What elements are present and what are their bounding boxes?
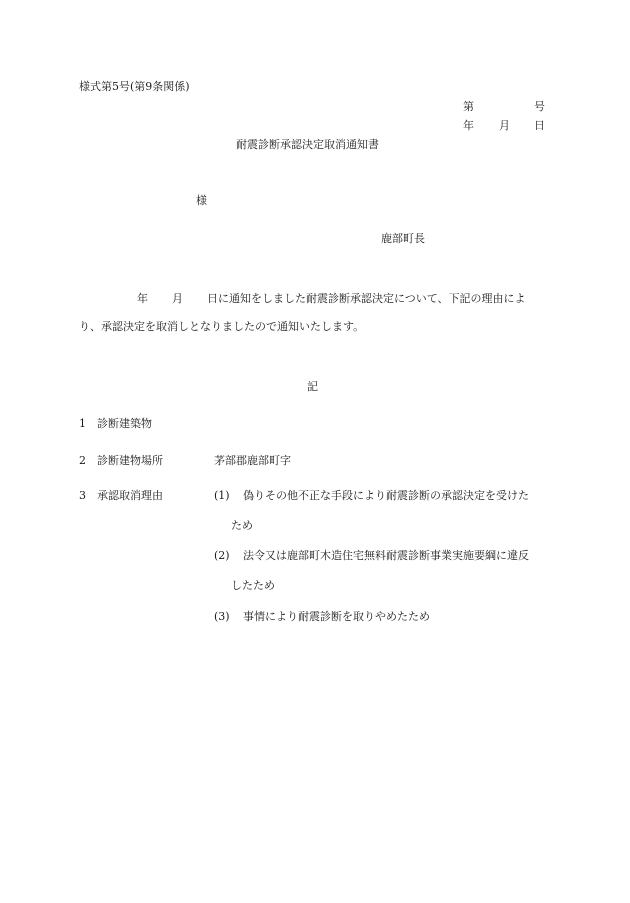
ki-heading: 記 xyxy=(307,380,318,393)
reason-line: 法令又は鹿部町木造住宅無料耐震診断事業実施要綱に違反 xyxy=(243,549,529,562)
addressee-suffix: 様 xyxy=(196,194,207,207)
doc-number-prefix: 第 xyxy=(463,100,474,113)
document-title: 耐震診断承認決定取消通知書 xyxy=(236,138,379,151)
item-number: 2 xyxy=(79,454,86,467)
reason-line-continued: したため xyxy=(231,579,275,592)
body-line2: り、承認決定を取消しとなりましたので通知いたします。 xyxy=(79,320,365,333)
reason-number: (2) xyxy=(214,549,230,562)
issuer: 鹿部町長 xyxy=(381,232,425,245)
item-label: 承認取消理由 xyxy=(97,489,163,502)
doc-number-suffix: 号 xyxy=(534,100,545,113)
date-month: 月 xyxy=(499,119,510,132)
item-number: 1 xyxy=(79,417,86,430)
reason-line-continued: ため xyxy=(231,519,253,532)
body-line1: 日に通知をしました耐震診断承認決定について、下記の理由によ xyxy=(207,292,526,305)
item-label: 診断建築物 xyxy=(97,417,152,430)
item-label: 診断建物場所 xyxy=(97,454,163,467)
reason-number: (3) xyxy=(214,610,230,623)
date-day: 日 xyxy=(534,119,545,132)
reason-line: 事情により耐震診断を取りやめたため xyxy=(243,610,430,623)
item-number: 3 xyxy=(79,489,86,502)
reason-line: 偽りその他不正な手段により耐震診断の承認決定を受けた xyxy=(243,489,529,502)
body-month: 月 xyxy=(172,292,183,305)
item-value: 茅部郡鹿部町字 xyxy=(214,454,291,467)
reason-number: (1) xyxy=(214,489,230,502)
form-label: 様式第5号(第9条関係) xyxy=(79,80,190,93)
body-year: 年 xyxy=(137,292,148,305)
date-year: 年 xyxy=(463,119,474,132)
